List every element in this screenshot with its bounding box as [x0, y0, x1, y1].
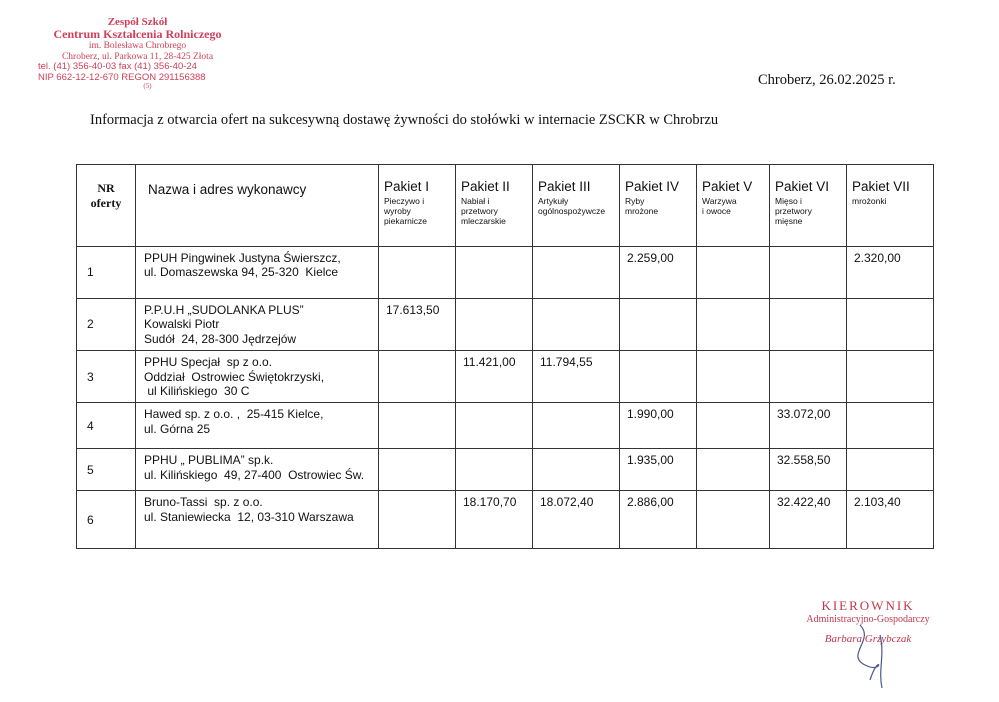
package-4-price: 2.886,00 — [620, 491, 697, 549]
package-label: Pakiet IV — [625, 179, 680, 194]
package-7-price — [847, 299, 934, 351]
offer-number: 5 — [77, 449, 136, 491]
package-label: Pakiet II — [461, 179, 510, 194]
package-1-price — [379, 491, 456, 549]
package-2-price — [456, 449, 533, 491]
package-6-price: 33.072,00 — [770, 403, 847, 449]
package-1-price — [379, 247, 456, 299]
header-package-6 — [770, 165, 847, 247]
package-label: Pakiet VII — [852, 179, 910, 194]
package-5-price — [697, 491, 770, 549]
header-package-2 — [456, 165, 533, 247]
package-description: Warzywa i owoce — [702, 196, 737, 217]
package-label: Pakiet V — [702, 179, 753, 194]
contractor-line: ul. Górna 25 — [144, 421, 211, 436]
signature-title: KIEROWNIK — [821, 598, 915, 613]
package-description: Artykuły ogólnospożywcze — [538, 196, 606, 217]
signature-name: Barbara Grzybczak — [824, 633, 912, 645]
package-7-price — [847, 449, 934, 491]
package-3-price — [533, 247, 620, 299]
package-6-price: 32.422,40 — [770, 491, 847, 549]
package-3-price — [533, 403, 620, 449]
package-2-price: 18.170,70 — [456, 491, 533, 549]
table-row — [77, 491, 934, 549]
contractor-line: Sudół 24, 28-300 Jędrzejów — [144, 331, 297, 346]
package-7-price — [847, 351, 934, 403]
header-package-4 — [620, 165, 697, 247]
table-row — [77, 351, 934, 403]
signature-role: Administracyjno-Gospodarczy — [806, 614, 930, 625]
stamp-line-6: NIP 662-12-12-670 REGON 291156388 — [38, 71, 206, 83]
package-2-price — [456, 403, 533, 449]
contractor-line: P.P.U.H „SUDOLANKA PLUS” — [144, 303, 304, 317]
package-1-price: 17.613,50 — [379, 299, 456, 351]
contractor-line: Kowalski Piotr — [144, 317, 220, 332]
contractor-line: PPHU „ PUBLIMA” sp.k. — [144, 453, 274, 468]
contractor-cell — [136, 491, 379, 549]
stamp-line-4: Chroberz, ul. Parkowa 11, 28-425 Złota — [61, 51, 214, 62]
stamp-line-3: im. Bolesława Chrobrego — [88, 41, 187, 52]
contractor-cell — [136, 351, 379, 403]
package-5-price — [697, 247, 770, 299]
package-1-price — [379, 449, 456, 491]
table-row — [77, 247, 934, 299]
offer-number: 3 — [77, 351, 136, 403]
table-row — [77, 299, 934, 351]
package-4-price — [620, 299, 697, 351]
header-package-7 — [847, 165, 934, 247]
package-1-price — [379, 351, 456, 403]
header-nr: NR oferty — [77, 165, 136, 247]
contractor-line: PPHU Specjał sp z o.o. — [144, 355, 273, 370]
package-5-price — [697, 351, 770, 403]
package-7-price: 2.103,40 — [847, 491, 934, 549]
package-4-price — [620, 351, 697, 403]
contractor-line: Hawed sp. z o.o. , 25-415 Kielce, — [144, 407, 324, 422]
offer-number: 1 — [77, 247, 136, 299]
package-3-price: 11.794,55 — [533, 351, 620, 403]
package-6-price — [770, 351, 847, 403]
package-description: Ryby mrożone — [625, 196, 659, 217]
contractor-line: Bruno-Tassi sp. z o.o. — [144, 495, 263, 510]
contractor-cell — [136, 299, 379, 351]
header-name: Nazwa i adres wykonawcy — [136, 165, 379, 247]
package-5-price — [697, 403, 770, 449]
school-stamp — [30, 16, 245, 91]
offer-number: 4 — [77, 403, 136, 449]
package-2-price — [456, 247, 533, 299]
header-package-1 — [379, 165, 456, 247]
contractor-cell — [136, 449, 379, 491]
package-6-price — [770, 299, 847, 351]
table-header-row — [77, 165, 934, 247]
package-3-price — [533, 299, 620, 351]
package-5-price — [697, 299, 770, 351]
package-description: Nabiał i przetwory mleczarskie — [461, 196, 506, 227]
stamp-line-2: Centrum Kształcenia Rolniczego — [53, 27, 222, 42]
package-description: Mięso i przetwory mięsne — [775, 196, 812, 227]
package-2-price — [456, 299, 533, 351]
contractor-line: ul. Kilińskiego 49, 27-400 Ostrowiec Św. — [144, 467, 365, 482]
table-row — [77, 403, 934, 449]
package-6-price — [770, 247, 847, 299]
package-label: Pakiet I — [384, 179, 430, 194]
package-7-price — [847, 403, 934, 449]
stamp-line-1: Zespół Szkół — [107, 16, 168, 28]
package-1-price — [379, 403, 456, 449]
header-package-3 — [533, 165, 620, 247]
package-description: mrożonki — [852, 196, 887, 206]
document-date: Chroberz, 26.02.2025 r. — [758, 72, 896, 88]
contractor-line: ul. Domaszewska 94, 25-320 Kielce — [144, 265, 339, 280]
table-row — [77, 449, 934, 491]
stamp-line-7: (5) — [143, 82, 152, 91]
document-title: Informacja z otwarcia ofert na sukcesywną dostawę żywności do stołówki w internacie ZSCKR w Chrobrzu — [90, 112, 719, 128]
contractor-line: ul. Staniewiecka 12, 03-310 Warszawa — [144, 509, 354, 524]
package-label: Pakiet III — [538, 179, 591, 194]
offer-number: 6 — [77, 491, 136, 549]
package-4-price: 2.259,00 — [620, 247, 697, 299]
package-3-price — [533, 449, 620, 491]
header-package-5 — [697, 165, 770, 247]
package-description: Pieczywo i wyroby piekarnicze — [384, 196, 427, 227]
package-4-price: 1.990,00 — [620, 403, 697, 449]
contractor-line: PPUH Pingwinek Justyna Świerszcz, — [144, 251, 341, 265]
package-4-price: 1.935,00 — [620, 449, 697, 491]
handwritten-signature — [840, 620, 900, 690]
stamp-line-5: tel. (41) 356-40-03 fax (41) 356-40-24 — [38, 61, 197, 73]
package-7-price: 2.320,00 — [847, 247, 934, 299]
contractor-line: ul Kilińskiego 30 C — [144, 383, 250, 398]
package-label: Pakiet VI — [775, 179, 830, 194]
package-5-price — [697, 449, 770, 491]
contractor-cell — [136, 403, 379, 449]
offer-number: 2 — [77, 299, 136, 351]
package-6-price: 32.558,50 — [770, 449, 847, 491]
package-3-price: 18.072,40 — [533, 491, 620, 549]
contractor-cell — [136, 247, 379, 299]
contractor-line: Oddział Ostrowiec Świętokrzyski, — [144, 369, 325, 384]
offers-table — [76, 164, 934, 549]
package-2-price: 11.421,00 — [456, 351, 533, 403]
